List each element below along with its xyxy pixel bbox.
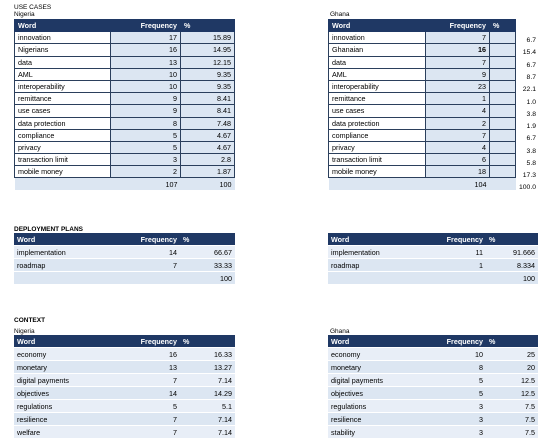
- word-cell: Ghanaian: [329, 44, 426, 56]
- word-cell: welfare: [14, 426, 110, 439]
- frequency-cell: 10: [111, 68, 181, 80]
- word-cell: roadmap: [328, 259, 428, 272]
- table-row: [15, 105, 235, 117]
- word-cell: data protection: [329, 117, 426, 129]
- use-cases-ghana-table: [328, 19, 516, 190]
- word-cell: compliance: [329, 129, 426, 141]
- frequency-cell: 1: [428, 259, 486, 272]
- context-title: CONTEXT: [14, 317, 46, 324]
- total-cell: 100: [181, 178, 235, 190]
- context-ghana-label: Ghana: [330, 328, 350, 335]
- context-nigeria-label: Nigeria: [14, 328, 35, 335]
- frequency-cell: 5: [111, 129, 181, 141]
- percent-cell: 4.67: [181, 141, 235, 153]
- total-row: [328, 272, 538, 285]
- frequency-cell: 5: [428, 374, 486, 387]
- frequency-cell: 5: [110, 400, 180, 413]
- percent-cell: 1.87: [181, 166, 235, 178]
- column-header: Word: [14, 233, 110, 246]
- table-row: [329, 44, 516, 56]
- ghana-percent-value: 15.4: [522, 49, 536, 57]
- word-cell: regulations: [328, 400, 428, 413]
- table-row: [14, 387, 235, 400]
- percent-cell: 7.48: [181, 117, 235, 129]
- percent-cell: 66.67: [180, 246, 235, 259]
- percent-cell: 4.67: [181, 129, 235, 141]
- total-cell: [110, 272, 180, 285]
- percent-cell: 13.27: [180, 361, 235, 374]
- context-nigeria-table: [14, 335, 235, 439]
- word-cell: monetary: [14, 361, 110, 374]
- table-header-row: [15, 20, 235, 32]
- table-header-row: [329, 20, 516, 32]
- table-row: [329, 56, 516, 68]
- word-cell: mobile money: [15, 166, 111, 178]
- table-row: [14, 259, 235, 272]
- frequency-cell: 16: [110, 348, 180, 361]
- deployment-nigeria-table: [14, 233, 235, 285]
- frequency-cell: 14: [110, 246, 180, 259]
- percent-cell: 8.334: [486, 259, 538, 272]
- ghana-percent-value: 6.7: [526, 135, 536, 143]
- frequency-cell: 7: [110, 413, 180, 426]
- column-header: Frequency: [428, 233, 486, 246]
- use-cases-nigeria-table: [14, 19, 235, 190]
- total-row: [329, 178, 516, 190]
- frequency-cell: 3: [111, 154, 181, 166]
- ghana-percent-value: 8.7: [526, 73, 536, 81]
- word-cell: use cases: [329, 105, 426, 117]
- ghana-percent-value: 17.3: [522, 172, 536, 180]
- word-cell: Nigerians: [15, 44, 111, 56]
- frequency-cell: 10: [428, 348, 486, 361]
- table-row: [329, 68, 516, 80]
- ghana-percent-value: 6.7: [526, 37, 536, 44]
- frequency-cell: 4: [426, 141, 490, 153]
- table-row: [14, 374, 235, 387]
- table-row: [14, 246, 235, 259]
- table-row: [15, 93, 235, 105]
- column-header: Word: [15, 20, 111, 32]
- frequency-cell: 17: [111, 32, 181, 44]
- frequency-cell: 8: [428, 361, 486, 374]
- use-cases-nigeria-label: Nigeria: [14, 11, 35, 18]
- word-cell: objectives: [328, 387, 428, 400]
- column-header: %: [490, 20, 516, 32]
- percent-cell: 15.89: [181, 32, 235, 44]
- column-header: Frequency: [110, 335, 180, 348]
- word-cell: data: [15, 56, 111, 68]
- total-cell: [428, 272, 486, 285]
- word-cell: implementation: [328, 246, 428, 259]
- frequency-cell: 6: [426, 154, 490, 166]
- use-cases-ghana-label: Ghana: [330, 11, 350, 18]
- word-cell: data: [329, 56, 426, 68]
- column-header: Frequency: [110, 233, 180, 246]
- percent-cell: 7.5: [486, 426, 538, 439]
- frequency-cell: 16: [426, 44, 490, 56]
- percent-cell: 9.35: [181, 80, 235, 92]
- word-cell: transaction limit: [329, 154, 426, 166]
- table-row: [328, 426, 538, 439]
- total-cell: [329, 178, 426, 190]
- table-row: [328, 259, 538, 272]
- table-row: [329, 141, 516, 153]
- word-cell: interoperability: [329, 80, 426, 92]
- ghana-percent-value: 3.8: [526, 110, 536, 118]
- word-cell: data protection: [15, 117, 111, 129]
- table-row: [328, 413, 538, 426]
- table-row: [328, 387, 538, 400]
- table-row: [329, 105, 516, 117]
- table-row: [15, 68, 235, 80]
- word-cell: use cases: [15, 105, 111, 117]
- table-row: [14, 413, 235, 426]
- frequency-cell: 2: [426, 117, 490, 129]
- percent-cell: 8.41: [181, 93, 235, 105]
- ghana-percent-value: 3.8: [526, 147, 536, 155]
- total-cell: [15, 178, 111, 190]
- percent-cell: 12.15: [181, 56, 235, 68]
- frequency-cell: 14: [110, 387, 180, 400]
- table-row: [15, 32, 235, 44]
- total-cell: [328, 272, 428, 285]
- word-cell: AML: [15, 68, 111, 80]
- column-header: %: [180, 233, 235, 246]
- ghana-percent-value: 6.7: [526, 61, 536, 69]
- ghana-percent-value: 1.9: [526, 123, 536, 131]
- frequency-cell: 1: [426, 93, 490, 105]
- column-header: %: [486, 335, 538, 348]
- table-row: [15, 44, 235, 56]
- table-row: [329, 117, 516, 129]
- table-row: [328, 348, 538, 361]
- frequency-cell: 7: [110, 374, 180, 387]
- ghana-percent-value: 1.0: [526, 98, 536, 106]
- frequency-cell: 5: [428, 387, 486, 400]
- word-cell: objectives: [14, 387, 110, 400]
- table-row: [329, 93, 516, 105]
- word-cell: AML: [329, 68, 426, 80]
- column-header: Frequency: [428, 335, 486, 348]
- table-row: [14, 348, 235, 361]
- table-header-row: [14, 233, 235, 246]
- column-header: Word: [328, 335, 428, 348]
- percent-cell: 2.8: [181, 154, 235, 166]
- word-cell: digital payments: [328, 374, 428, 387]
- word-cell: interoperability: [15, 80, 111, 92]
- column-header: Word: [329, 20, 426, 32]
- table-row: [14, 400, 235, 413]
- frequency-cell: 5: [111, 141, 181, 153]
- table-row: [15, 141, 235, 153]
- word-cell: economy: [14, 348, 110, 361]
- column-header: Frequency: [426, 20, 490, 32]
- word-cell: monetary: [328, 361, 428, 374]
- percent-cell: 33.33: [180, 259, 235, 272]
- word-cell: innovation: [329, 32, 426, 44]
- frequency-cell: 10: [111, 80, 181, 92]
- ghana-percent-value: 5.8: [526, 160, 536, 167]
- frequency-cell: 7: [426, 56, 490, 68]
- deployment-ghana-table: [328, 233, 538, 285]
- table-row: [15, 80, 235, 92]
- percent-cell: 20: [486, 361, 538, 374]
- percent-cell: 9.35: [181, 68, 235, 80]
- percent-cell: 14.95: [181, 44, 235, 56]
- word-cell: innovation: [15, 32, 111, 44]
- table-row: [328, 361, 538, 374]
- frequency-cell: 7: [426, 129, 490, 141]
- table-row: [328, 246, 538, 259]
- table-row: [15, 154, 235, 166]
- frequency-cell: 11: [428, 246, 486, 259]
- column-header: Frequency: [111, 20, 181, 32]
- percent-cell: 5.1: [180, 400, 235, 413]
- word-cell: remittance: [15, 93, 111, 105]
- column-header: %: [486, 233, 538, 246]
- total-row: [14, 272, 235, 285]
- frequency-cell: 3: [428, 400, 486, 413]
- table-row: [328, 400, 538, 413]
- word-cell: regulations: [14, 400, 110, 413]
- table-row: [14, 426, 235, 439]
- frequency-cell: 7: [426, 32, 490, 44]
- word-cell: privacy: [329, 141, 426, 153]
- word-cell: mobile money: [329, 166, 426, 178]
- percent-cell: 8.41: [181, 105, 235, 117]
- percent-cell: 7.5: [486, 413, 538, 426]
- word-cell: compliance: [15, 129, 111, 141]
- table-row: [15, 117, 235, 129]
- percent-cell: 7.14: [180, 426, 235, 439]
- frequency-cell: 8: [111, 117, 181, 129]
- deployment-plans-title: DEPLOYMENT PLANS: [14, 226, 83, 233]
- frequency-cell: 9: [111, 105, 181, 117]
- frequency-cell: 18: [426, 166, 490, 178]
- percent-cell: 7.14: [180, 374, 235, 387]
- word-cell: privacy: [15, 141, 111, 153]
- frequency-cell: 13: [111, 56, 181, 68]
- ghana-percent-total: 100.0: [518, 184, 536, 191]
- table-row: [15, 166, 235, 178]
- total-cell: 100: [180, 272, 235, 285]
- column-header: %: [180, 335, 235, 348]
- table-row: [329, 166, 516, 178]
- frequency-cell: 3: [428, 426, 486, 439]
- frequency-cell: 2: [111, 166, 181, 178]
- word-cell: digital payments: [14, 374, 110, 387]
- word-cell: resilience: [328, 413, 428, 426]
- frequency-cell: 23: [426, 80, 490, 92]
- total-cell: 104: [426, 178, 490, 190]
- table-header-row: [14, 335, 235, 348]
- ghana-percent-value: 22.1: [522, 86, 536, 94]
- word-cell: transaction limit: [15, 154, 111, 166]
- frequency-cell: 9: [111, 93, 181, 105]
- total-row: [15, 178, 235, 190]
- table-header-row: [328, 233, 538, 246]
- word-cell: economy: [328, 348, 428, 361]
- percent-cell: 14.29: [180, 387, 235, 400]
- table-header-row: [328, 335, 538, 348]
- percent-cell: 16.33: [180, 348, 235, 361]
- frequency-cell: 7: [110, 426, 180, 439]
- table-row: [328, 374, 538, 387]
- word-cell: stability: [328, 426, 428, 439]
- use-cases-title: USE CASES: [14, 4, 52, 11]
- frequency-cell: 13: [110, 361, 180, 374]
- table-row: [329, 154, 516, 166]
- percent-cell: 12.5: [486, 387, 538, 400]
- total-cell: [14, 272, 110, 285]
- percent-cell: 7.14: [180, 413, 235, 426]
- table-row: [14, 361, 235, 374]
- word-cell: implementation: [14, 246, 110, 259]
- context-ghana-table: [328, 335, 538, 439]
- column-header: Word: [14, 335, 110, 348]
- total-cell: 107: [111, 178, 181, 190]
- word-cell: remittance: [329, 93, 426, 105]
- table-row: [329, 129, 516, 141]
- word-cell: resilience: [14, 413, 110, 426]
- frequency-cell: 16: [111, 44, 181, 56]
- total-cell: 100: [486, 272, 538, 285]
- frequency-cell: 7: [110, 259, 180, 272]
- percent-cell: 91.666: [486, 246, 538, 259]
- percent-cell: 25: [486, 348, 538, 361]
- frequency-cell: 9: [426, 68, 490, 80]
- frequency-cell: 4: [426, 105, 490, 117]
- table-row: [329, 32, 516, 44]
- table-row: [329, 80, 516, 92]
- word-cell: roadmap: [14, 259, 110, 272]
- percent-cell: 12.5: [486, 374, 538, 387]
- column-header: Word: [328, 233, 428, 246]
- table-row: [15, 56, 235, 68]
- percent-cell: 7.5: [486, 400, 538, 413]
- column-header: %: [181, 20, 235, 32]
- frequency-cell: 3: [428, 413, 486, 426]
- table-row: [15, 129, 235, 141]
